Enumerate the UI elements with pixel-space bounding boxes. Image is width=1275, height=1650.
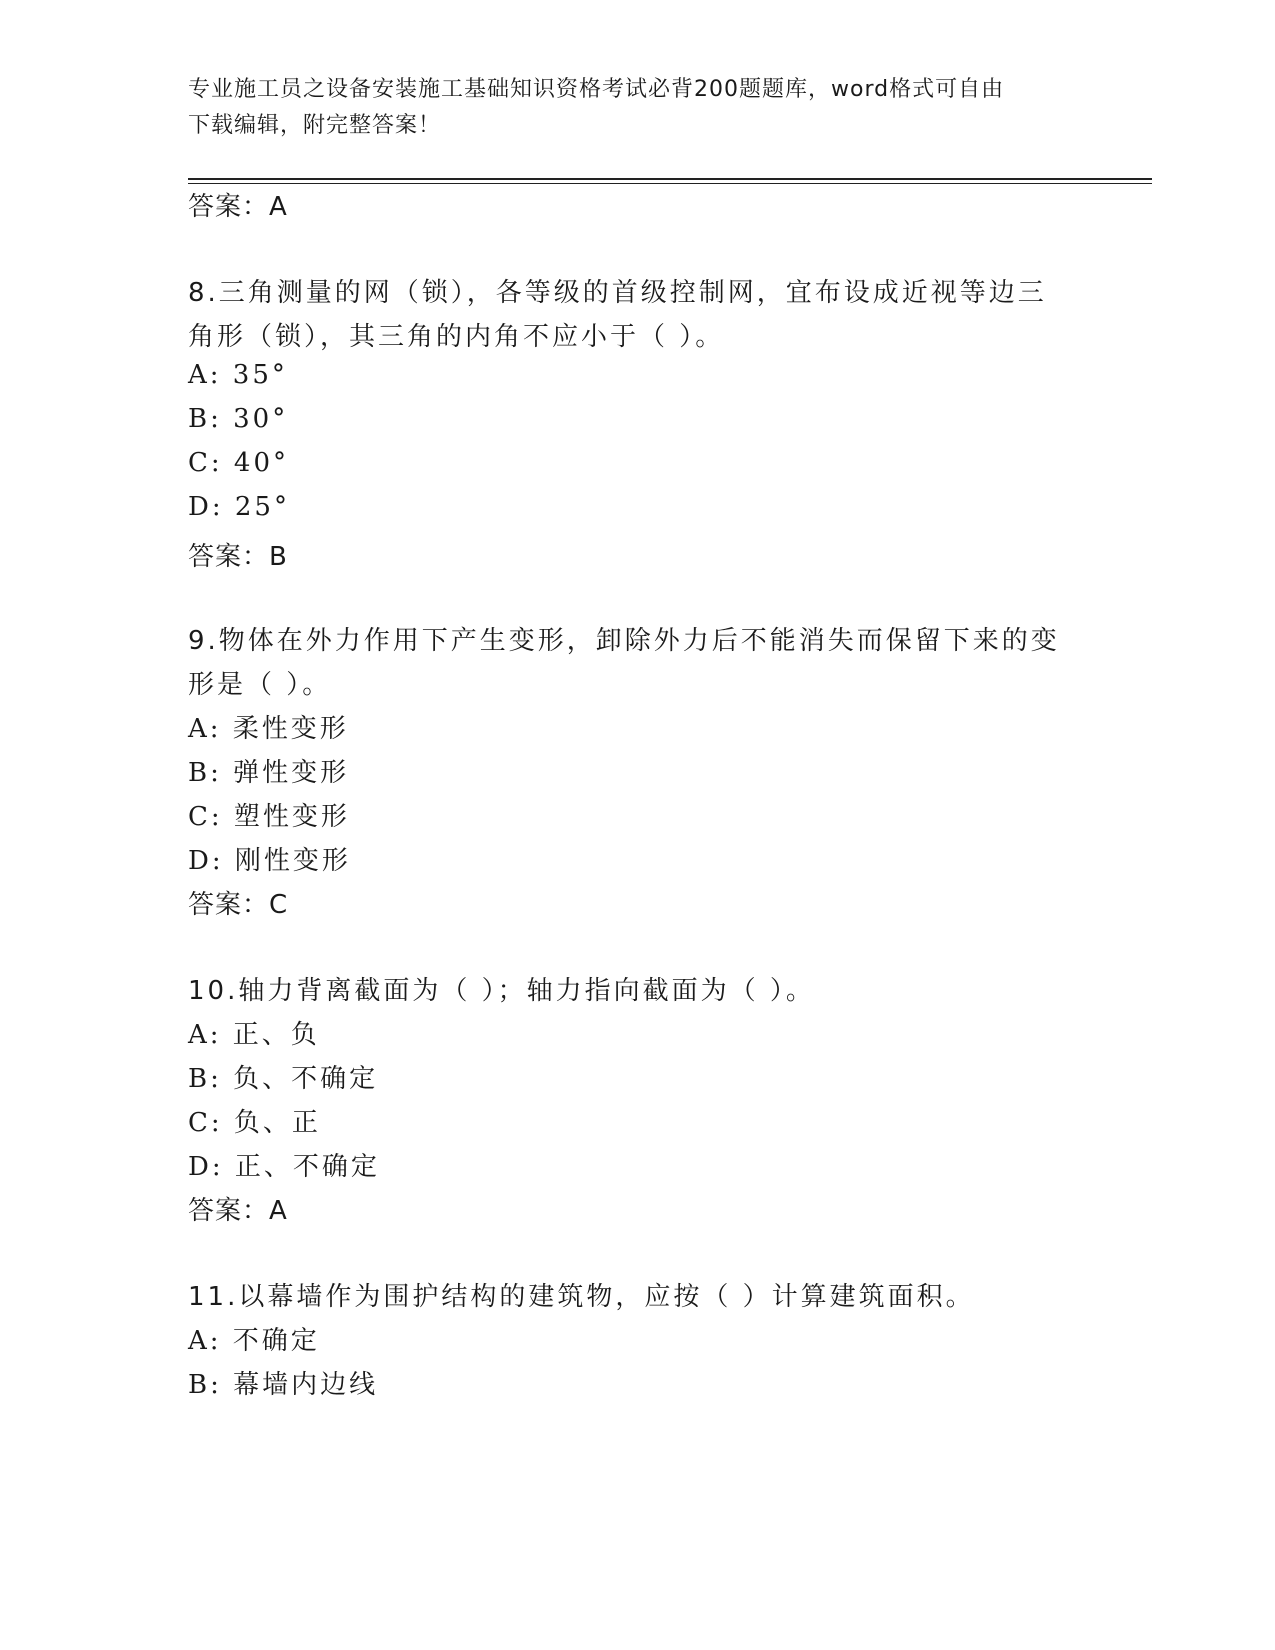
question-9-option-a: A: 柔性变形 [188,714,349,744]
question-8-stem-line-1: 8.三角测量的网（锁），各等级的首级控制网，宜布设成近视等边三 [188,278,1047,308]
header-divider-thin [188,183,1152,184]
question-9-option-d: D: 刚性变形 [188,846,351,876]
question-9-answer: 答案：C [188,890,289,920]
document-header [188,72,1068,144]
question-9-stem-line-2: 形是（ ）。 [188,670,332,700]
question-9-option-b: B: 弹性变形 [188,758,350,788]
question-10-answer: 答案：A [188,1196,288,1226]
previous-answer: 答案：A [188,192,288,222]
question-9-option-c: C: 塑性变形 [188,802,350,832]
question-8-stem-line-2: 角形（锁），其三角的内角不应小于（ ）。 [188,322,725,352]
header-divider [188,178,1152,180]
question-10-option-a: A: 正、负 [188,1020,320,1050]
header-line-1: 专业施工员之设备安装施工基础知识资格考试必背200题题库，word格式可自由 [188,77,1005,102]
question-10-option-c: C: 负、正 [188,1108,321,1138]
question-8-option-a: A: 35° [188,360,288,390]
header-line-2: 下载编辑，附完整答案！ [188,113,442,138]
question-9-stem-line-1: 9.物体在外力作用下产生变形，卸除外力后不能消失而保留下来的变 [188,626,1060,656]
question-11-stem-line-1: 11.以幕墙作为围护结构的建筑物，应按（ ）计算建筑面积。 [188,1282,975,1312]
question-8-option-c: C: 40° [188,448,290,478]
question-8-answer: 答案：B [188,542,288,572]
question-8-option-b: B: 30° [188,404,289,434]
question-10-stem-line-1: 10.轴力背离截面为（ ）；轴力指向截面为（ ）。 [188,976,815,1006]
question-8-option-d: D: 25° [188,492,290,522]
question-10-option-d: D: 正、不确定 [188,1152,380,1182]
question-11-option-b: B: 幕墙内边线 [188,1370,379,1400]
question-10-option-b: B: 负、不确定 [188,1064,379,1094]
question-11-option-a: A: 不确定 [188,1326,320,1356]
